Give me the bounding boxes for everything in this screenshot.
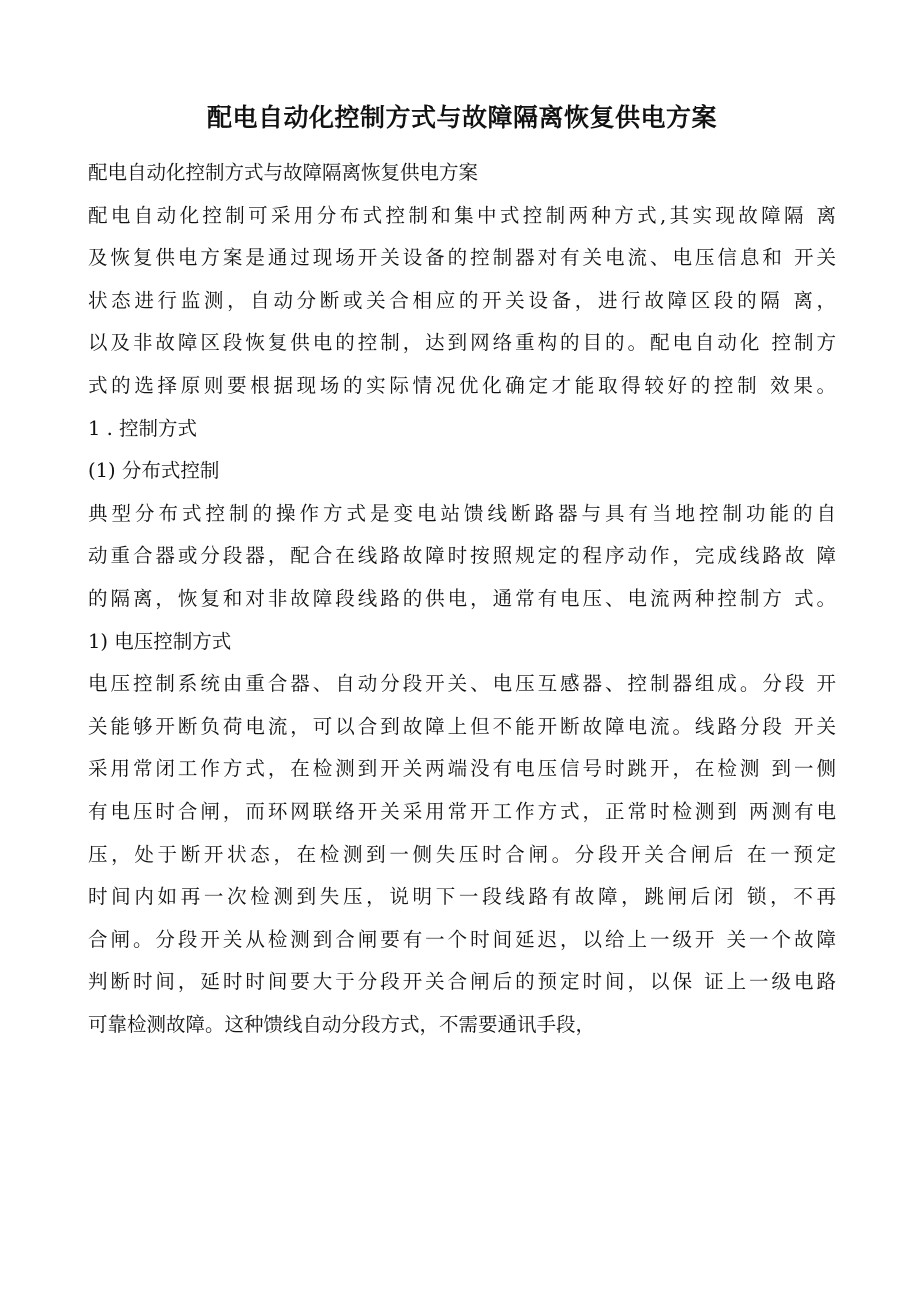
text-line: 合闸。分段开关从检测到合闸要有一个时间延迟，以给上一级开 关一个故障 bbox=[88, 927, 836, 951]
text-line: 电压控制系统由重合器、自动分段开关、电压互感器、控制器组成。分段 开 bbox=[88, 672, 836, 696]
subsection-heading: 1) 电压控制方式 bbox=[88, 629, 232, 653]
text-line: 配电自动化控制可采用分布式控制和集中式控制两种方式,其实现故障隔 离 bbox=[88, 203, 836, 227]
text-line: 动重合器或分段器，配合在线路故障时按照规定的程序动作，完成线路故 障 bbox=[88, 544, 836, 568]
text-line: 判断时间，延时时间要大于分段开关合闸后的预定时间，以保 证上一级电路 bbox=[88, 970, 836, 994]
subsection-heading: (1) 分布式控制 bbox=[88, 459, 220, 483]
text-line: 的隔离，恢复和对非故障段线路的供电，通常有电压、电流两种控制方 式。 bbox=[88, 586, 836, 610]
section-heading: 1 . 控制方式 bbox=[88, 416, 198, 440]
text-line: 时间内如再一次检测到失压，说明下一段线路有故障，跳闸后闭 锁，不再 bbox=[88, 885, 836, 909]
text-line: 采用常闭工作方式，在检测到开关两端没有电压信号时跳开，在检测 到一侧 bbox=[88, 757, 836, 781]
text-line: 可靠检测故障。这种馈线自动分段方式，不需要通讯手段， bbox=[88, 1012, 596, 1036]
subtitle-line: 配电自动化控制方式与故障隔离恢复供电方案 bbox=[88, 161, 479, 184]
text-line: 以及非故障区段恢复供电的控制，达到网络重构的目的。配电自动化 控制方 bbox=[88, 331, 836, 355]
text-line: 状态进行监测，自动分断或关合相应的开关设备，进行故障区段的隔 离， bbox=[88, 288, 836, 312]
text-line: 及恢复供电方案是通过现场开关设备的控制器对有关电流、电压信息和 开关 bbox=[88, 246, 836, 270]
text-line: 式的选择原则要根据现场的实际情况优化确定才能取得较好的控制 效果。 bbox=[88, 373, 836, 397]
document-title: 配电自动化控制方式与故障隔离恢复供电方案 bbox=[206, 103, 717, 132]
document-body bbox=[88, 152, 836, 1046]
text-line: 压，处于断开状态，在检测到一侧失压时合闸。分段开关合闸后 在一预定 bbox=[88, 842, 836, 866]
text-line: 有电压时合闸，而环网联络开关采用常开工作方式，正常时检测到 两测有电 bbox=[88, 799, 836, 823]
text-line: 关能够开断负荷电流，可以合到故障上但不能开断故障电流。线路分段 开关 bbox=[88, 714, 836, 738]
text-line: 典型分布式控制的操作方式是变电站馈线断路器与具有当地控制功能的自 bbox=[88, 501, 836, 525]
